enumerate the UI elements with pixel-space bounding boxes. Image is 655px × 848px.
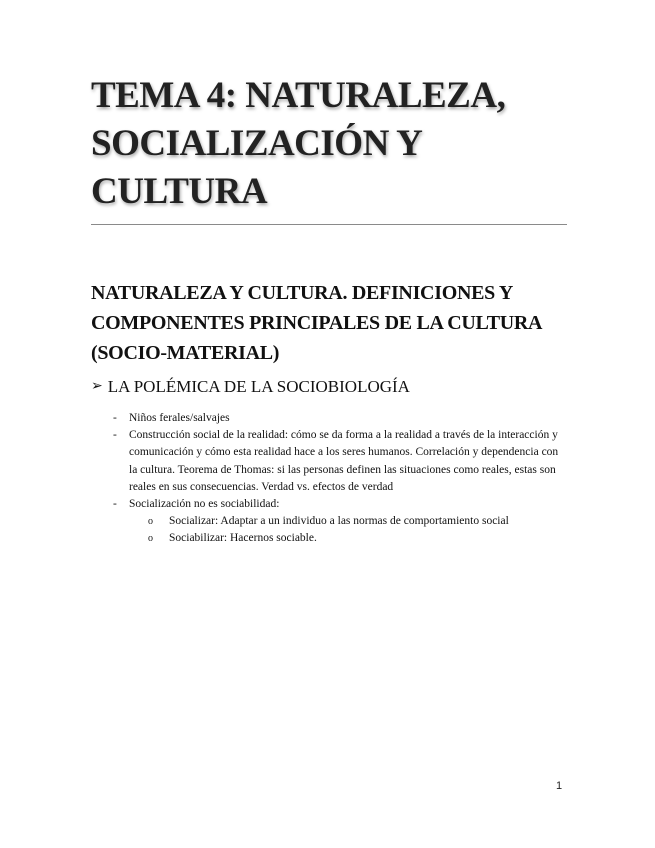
dash-bullet: -: [113, 498, 117, 511]
page-title: TEMA 4: NATURALEZA, SOCIALIZACIÓN Y CULTURA: [91, 75, 506, 212]
arrow-bullet-icon: ➢: [91, 379, 103, 394]
section-heading: NATURALEZA Y CULTURA. DEFINICIONES Y COMPONENTES PRINCIPALES DE LA CULTURA (SOCIO-MATERIAL): [91, 282, 542, 364]
dash-bullet: -: [113, 412, 117, 424]
list-item: [91, 427, 561, 496]
subheading-text: LA POLÉMICA DE LA SOCIOBIOLOGÍA: [107, 377, 410, 396]
page-number: 1: [556, 780, 563, 792]
dash-bullet: -: [113, 429, 117, 442]
subheading: [91, 375, 571, 399]
sublist-item: [91, 513, 561, 530]
circle-bullet: o: [148, 533, 153, 545]
sublist-item-text: Socializar: Adaptar a un individuo a las normas de comportamiento social: [169, 515, 509, 528]
list-item-text: Construcción social de la realidad: cómo se da forma a la realidad a través de la interacción y comunicación y cómo esta realidad hace a los seres humanos. Correlación y dependencia con la cultura. Teorema de Thomas: si las personas definen las situaciones como reales, estas son reales en sus consecuencias. Verdad vs. efectos de verdad: [129, 429, 559, 493]
sublist-item: [91, 530, 561, 547]
circle-bullet: o: [148, 516, 153, 528]
bullet-list: [91, 410, 561, 548]
list-item-text: Niños ferales/salvajes: [129, 412, 230, 424]
sublist-item-text: Sociabilizar: Hacernos sociable.: [169, 532, 317, 545]
list-item: [91, 410, 561, 427]
list-item-text: Socialización no es sociabilidad:: [129, 498, 280, 511]
title-divider: [91, 224, 567, 225]
list-item: [91, 496, 561, 513]
